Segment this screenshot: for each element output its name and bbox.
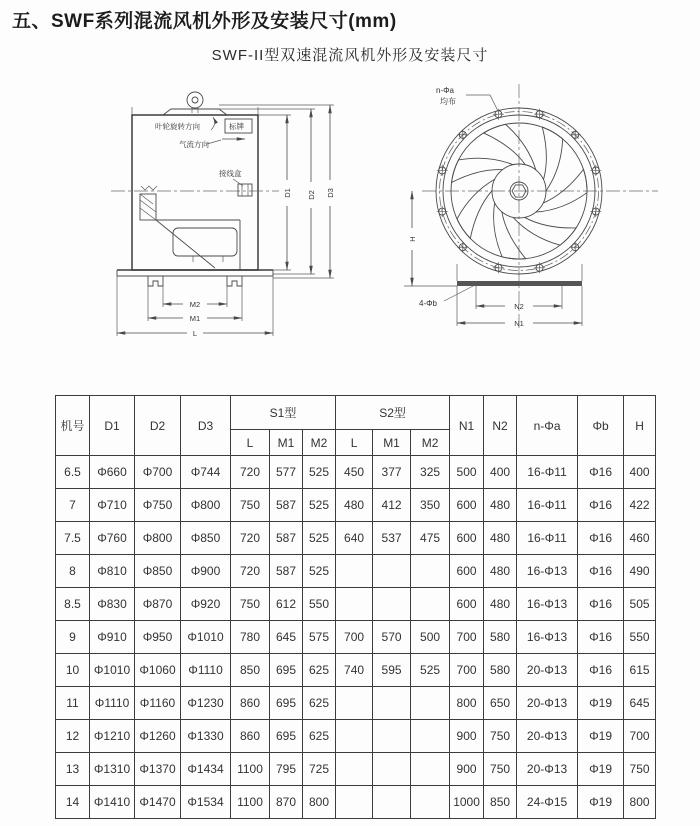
- spec-cell: 480: [336, 489, 373, 522]
- spec-cell: 645: [624, 687, 656, 720]
- spec-cell: Φ744: [181, 456, 231, 489]
- spec-cell: 500: [450, 456, 484, 489]
- spec-cell: 12: [56, 720, 90, 753]
- bolt-note: [436, 86, 498, 111]
- svg-text:D1: D1: [283, 188, 292, 198]
- table-row: [56, 621, 656, 654]
- spec-cell: 570: [373, 621, 411, 654]
- spec-cell: [373, 555, 411, 588]
- spec-cell: 475: [411, 522, 450, 555]
- spec-cell: 422: [624, 489, 656, 522]
- spec-cell: Φ1230: [181, 687, 231, 720]
- spec-cell: [373, 753, 411, 786]
- dimension-d2: [219, 109, 316, 274]
- spec-cell: 640: [336, 522, 373, 555]
- spec-cell: 695: [270, 687, 303, 720]
- spec-cell: 525: [411, 654, 450, 687]
- spec-cell: 870: [270, 786, 303, 819]
- spec-cell: Φ16: [578, 522, 624, 555]
- header-na: n-Φa: [517, 396, 578, 456]
- spec-cell: 480: [484, 588, 517, 621]
- spec-cell: [336, 753, 373, 786]
- spec-cell: Φ850: [135, 555, 181, 588]
- spec-cell: 860: [231, 687, 270, 720]
- spec-cell: 16-Φ11: [517, 456, 578, 489]
- spec-cell: 8: [56, 555, 90, 588]
- spec-cell: 525: [303, 555, 336, 588]
- svg-text:D3: D3: [326, 188, 335, 198]
- dimension-m2: [163, 286, 227, 309]
- spec-cell: 800: [303, 786, 336, 819]
- spec-cell: 20-Φ13: [517, 753, 578, 786]
- svg-text:L: L: [192, 329, 198, 338]
- spec-table-header: [56, 396, 656, 456]
- junction-box: [238, 184, 252, 196]
- impeller-blades: [447, 117, 596, 268]
- spec-cell: Φ1010: [181, 621, 231, 654]
- fan-front-view-drawing: [392, 78, 670, 363]
- spec-cell: Φ1010: [90, 654, 135, 687]
- spec-cell: 720: [231, 522, 270, 555]
- spec-cell: 350: [411, 489, 450, 522]
- spec-cell: Φ1160: [135, 687, 181, 720]
- spec-cell: 700: [624, 720, 656, 753]
- spec-cell: Φ1210: [90, 720, 135, 753]
- spec-table-body: [56, 456, 656, 819]
- spec-cell: 750: [484, 720, 517, 753]
- spec-cell: 900: [450, 753, 484, 786]
- spec-cell: 750: [484, 753, 517, 786]
- spec-cell: Φ950: [135, 621, 181, 654]
- spec-cell: 580: [484, 654, 517, 687]
- spec-cell: 550: [303, 588, 336, 621]
- foot-holes-note: [419, 284, 477, 308]
- spec-cell: 16-Φ13: [517, 555, 578, 588]
- spec-cell: Φ660: [90, 456, 135, 489]
- spec-cell: Φ870: [135, 588, 181, 621]
- spec-cell: 625: [303, 687, 336, 720]
- motor-internals: [140, 186, 240, 270]
- spec-cell: 587: [270, 555, 303, 588]
- svg-text:M1: M1: [189, 314, 201, 323]
- spec-cell: 24-Φ15: [517, 786, 578, 819]
- table-row: [56, 588, 656, 621]
- spec-cell: 720: [231, 555, 270, 588]
- spec-cell: 700: [336, 621, 373, 654]
- spec-cell: Φ1310: [90, 753, 135, 786]
- spec-cell: 325: [411, 456, 450, 489]
- spec-cell: 412: [373, 489, 411, 522]
- impeller-rotation-label: 叶轮旋转方向: [155, 122, 200, 131]
- svg-text:H: H: [408, 236, 417, 242]
- spec-cell: 20-Φ13: [517, 687, 578, 720]
- table-row: [56, 522, 656, 555]
- spec-cell: 16-Φ13: [517, 621, 578, 654]
- spec-cell: [411, 555, 450, 588]
- table-row: [56, 720, 656, 753]
- spec-cell: 480: [484, 522, 517, 555]
- spec-cell: Φ760: [90, 522, 135, 555]
- header-b: Φb: [578, 396, 624, 456]
- spec-cell: 720: [231, 456, 270, 489]
- subheader-s1-m2: M2: [303, 430, 336, 456]
- spec-cell: 580: [484, 621, 517, 654]
- spec-cell: 16-Φ13: [517, 588, 578, 621]
- table-row: [56, 753, 656, 786]
- subheader-s2-m2: M2: [411, 430, 450, 456]
- spec-cell: Φ16: [578, 555, 624, 588]
- spec-cell: 6.5: [56, 456, 90, 489]
- spec-cell: 625: [303, 720, 336, 753]
- svg-text:均布: 均布: [440, 97, 456, 106]
- spec-cell: 850: [231, 654, 270, 687]
- spec-cell: Φ16: [578, 621, 624, 654]
- spec-cell: 795: [270, 753, 303, 786]
- spec-cell: [336, 555, 373, 588]
- junction-box-label: 接线盒: [219, 169, 242, 178]
- spec-cell: Φ1534: [181, 786, 231, 819]
- table-row: [56, 687, 656, 720]
- spec-cell: [411, 588, 450, 621]
- spec-cell: 377: [373, 456, 411, 489]
- lifting-eyebolt: [187, 92, 203, 113]
- table-row: [56, 456, 656, 489]
- header-n2: N2: [484, 396, 517, 456]
- spec-cell: 480: [484, 489, 517, 522]
- spec-cell: 612: [270, 588, 303, 621]
- header-n1: N1: [450, 396, 484, 456]
- table-row: [56, 489, 656, 522]
- spec-cell: Φ1110: [181, 654, 231, 687]
- spec-table: [55, 395, 656, 819]
- spec-cell: 587: [270, 489, 303, 522]
- spec-cell: 587: [270, 522, 303, 555]
- spec-cell: 14: [56, 786, 90, 819]
- spec-cell: Φ920: [181, 588, 231, 621]
- spec-cell: 20-Φ13: [517, 654, 578, 687]
- spec-cell: [373, 786, 411, 819]
- spec-cell: 695: [270, 720, 303, 753]
- spec-cell: Φ830: [90, 588, 135, 621]
- spec-cell: [411, 786, 450, 819]
- spec-cell: Φ19: [578, 720, 624, 753]
- spec-cell: 750: [624, 753, 656, 786]
- spec-cell: Φ910: [90, 621, 135, 654]
- spec-cell: 695: [270, 654, 303, 687]
- airflow-direction-label: 气流方向: [179, 140, 209, 149]
- spec-cell: Φ19: [578, 687, 624, 720]
- spec-cell: 800: [450, 687, 484, 720]
- svg-text:N1: N1: [514, 319, 524, 328]
- spec-cell: 400: [624, 456, 656, 489]
- spec-cell: 1000: [450, 786, 484, 819]
- spec-cell: 460: [624, 522, 656, 555]
- spec-cell: 780: [231, 621, 270, 654]
- spec-cell: 650: [484, 687, 517, 720]
- spec-cell: 8.5: [56, 588, 90, 621]
- header-h: H: [624, 396, 656, 456]
- dimension-d1: [258, 115, 292, 270]
- spec-cell: 860: [231, 720, 270, 753]
- spec-cell: Φ1260: [135, 720, 181, 753]
- page-title: 五、SWF系列混流风机外形及安装尺寸(mm): [12, 11, 397, 32]
- spec-cell: 725: [303, 753, 336, 786]
- spec-cell: Φ19: [578, 786, 624, 819]
- spec-cell: 400: [484, 456, 517, 489]
- spec-cell: [336, 687, 373, 720]
- spec-cell: 505: [624, 588, 656, 621]
- spec-cell: 550: [624, 621, 656, 654]
- spec-cell: 800: [624, 786, 656, 819]
- table-row: [56, 786, 656, 819]
- subheader-s2-l: L: [336, 430, 373, 456]
- spec-cell: 20-Φ13: [517, 720, 578, 753]
- spec-cell: Φ1370: [135, 753, 181, 786]
- header-group-s1: S1型: [231, 396, 336, 430]
- header-d2: D2: [135, 396, 181, 456]
- spec-cell: 645: [270, 621, 303, 654]
- spec-cell: [373, 588, 411, 621]
- table-row: [56, 555, 656, 588]
- spec-cell: [411, 687, 450, 720]
- spec-cell: Φ16: [578, 654, 624, 687]
- spec-cell: 13: [56, 753, 90, 786]
- header-d1: D1: [90, 396, 135, 456]
- spec-cell: 750: [231, 489, 270, 522]
- spec-cell: Φ16: [578, 456, 624, 489]
- spec-cell: 1100: [231, 786, 270, 819]
- spec-cell: 11: [56, 687, 90, 720]
- spec-cell: 500: [411, 621, 450, 654]
- spec-cell: 16-Φ11: [517, 489, 578, 522]
- drawing-subtitle: SWF-II型双速混流风机外形及安装尺寸: [211, 47, 489, 64]
- spec-cell: Φ800: [181, 489, 231, 522]
- spec-cell: 740: [336, 654, 373, 687]
- spec-cell: Φ750: [135, 489, 181, 522]
- svg-text:N2: N2: [514, 302, 524, 311]
- spec-cell: 1100: [231, 753, 270, 786]
- svg-text:4-Φb: 4-Φb: [419, 299, 437, 308]
- spec-cell: 575: [303, 621, 336, 654]
- spec-cell: 700: [450, 654, 484, 687]
- spec-cell: 525: [303, 489, 336, 522]
- spec-cell: Φ1434: [181, 753, 231, 786]
- dimension-h: [404, 191, 457, 286]
- spec-cell: 10: [56, 654, 90, 687]
- spec-cell: Φ700: [135, 456, 181, 489]
- spec-cell: Φ1410: [90, 786, 135, 819]
- spec-cell: 7.5: [56, 522, 90, 555]
- spec-cell: 595: [373, 654, 411, 687]
- spec-cell: Φ1110: [90, 687, 135, 720]
- spec-cell: Φ810: [90, 555, 135, 588]
- svg-text:M2: M2: [189, 300, 201, 309]
- spec-cell: Φ1060: [135, 654, 181, 687]
- header-model: 机号: [56, 396, 90, 456]
- spec-cell: Φ850: [181, 522, 231, 555]
- spec-cell: 525: [303, 456, 336, 489]
- spec-cell: 625: [303, 654, 336, 687]
- spec-cell: 577: [270, 456, 303, 489]
- nameplate-box: [225, 119, 252, 133]
- spec-cell: Φ1470: [135, 786, 181, 819]
- spec-cell: [336, 786, 373, 819]
- spec-cell: Φ16: [578, 588, 624, 621]
- subheader-s1-l: L: [231, 430, 270, 456]
- subheader-s2-m1: M1: [373, 430, 411, 456]
- spec-cell: 750: [231, 588, 270, 621]
- spec-cell: Φ900: [181, 555, 231, 588]
- casing-outline: [132, 107, 258, 270]
- spec-cell: Φ1330: [181, 720, 231, 753]
- spec-cell: 450: [336, 456, 373, 489]
- spec-cell: [336, 720, 373, 753]
- spec-cell: 525: [303, 522, 336, 555]
- spec-cell: 16-Φ11: [517, 522, 578, 555]
- spec-cell: [411, 753, 450, 786]
- svg-text:D2: D2: [307, 190, 316, 200]
- spec-cell: 490: [624, 555, 656, 588]
- spec-cell: Φ19: [578, 753, 624, 786]
- spec-cell: 600: [450, 489, 484, 522]
- header-group-s2: S2型: [336, 396, 450, 430]
- spec-cell: 600: [450, 522, 484, 555]
- header-d3: D3: [181, 396, 231, 456]
- spec-cell: 900: [450, 720, 484, 753]
- spec-cell: Φ800: [135, 522, 181, 555]
- spec-cell: [411, 720, 450, 753]
- subheader-s1-m1: M1: [270, 430, 303, 456]
- spec-cell: 600: [450, 588, 484, 621]
- spec-cell: [373, 720, 411, 753]
- spec-cell: 9: [56, 621, 90, 654]
- spec-cell: 700: [450, 621, 484, 654]
- spec-cell: Φ710: [90, 489, 135, 522]
- spec-cell: 537: [373, 522, 411, 555]
- table-row: [56, 654, 656, 687]
- spec-cell: 615: [624, 654, 656, 687]
- spec-cell: Φ16: [578, 489, 624, 522]
- spec-cell: 480: [484, 555, 517, 588]
- spec-cell: 7: [56, 489, 90, 522]
- fan-side-view-drawing: [95, 80, 353, 358]
- spec-cell: [373, 687, 411, 720]
- svg-text:标牌: 标牌: [229, 122, 244, 131]
- spec-cell: [336, 588, 373, 621]
- spec-cell: 850: [484, 786, 517, 819]
- base-flange: [117, 270, 273, 286]
- svg-text:n-Φa: n-Φa: [436, 86, 454, 95]
- spec-cell: 600: [450, 555, 484, 588]
